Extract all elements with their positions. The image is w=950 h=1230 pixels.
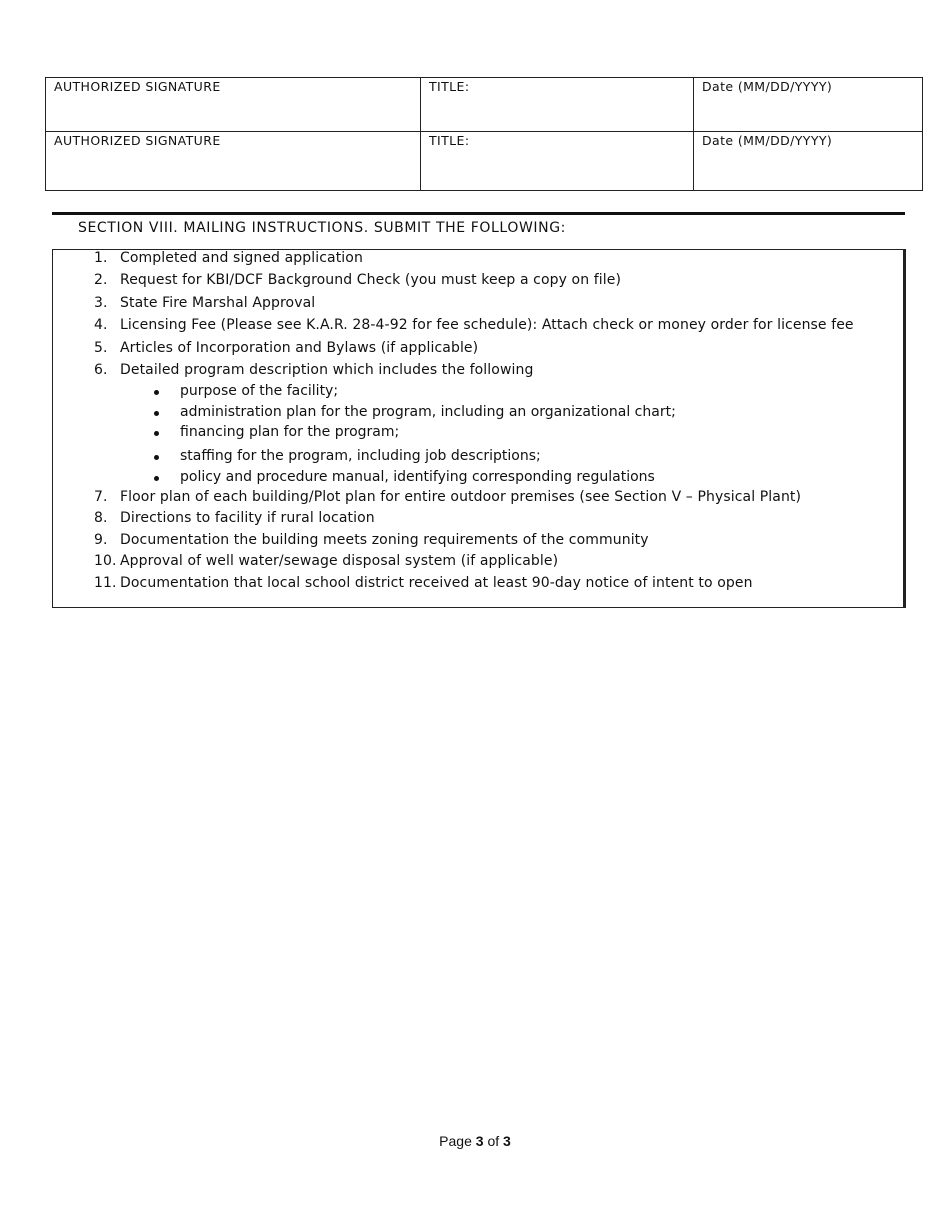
title-cell[interactable]: TITLE: <box>421 78 694 132</box>
date-cell[interactable]: Date (MM/DD/YYYY) <box>694 132 923 191</box>
bullet-icon <box>154 431 159 436</box>
page-footer <box>0 1133 950 1149</box>
footer-of: of <box>487 1133 500 1149</box>
signature-cell[interactable]: AUTHORIZED SIGNATURE <box>46 78 421 132</box>
title-cell[interactable]: TITLE: <box>421 132 694 191</box>
signature-row <box>46 78 923 132</box>
bullet-icon <box>154 476 159 481</box>
box-border-right <box>903 249 905 608</box>
bullet-icon <box>154 411 159 416</box>
total-pages: 3 <box>503 1133 511 1149</box>
signature-row <box>46 132 923 191</box>
bullet-icon <box>154 455 159 460</box>
section-title: SECTION VIII. MAILING INSTRUCTIONS. SUBMIT THE FOLLOWING: <box>78 220 566 236</box>
current-page: 3 <box>475 1133 484 1149</box>
signature-cell[interactable]: AUTHORIZED SIGNATURE <box>46 132 421 191</box>
signature-table <box>45 77 923 191</box>
footer-prefix: Page <box>439 1133 472 1149</box>
section-divider <box>52 212 905 215</box>
date-cell[interactable]: Date (MM/DD/YYYY) <box>694 78 923 132</box>
bullet-icon <box>154 390 159 395</box>
